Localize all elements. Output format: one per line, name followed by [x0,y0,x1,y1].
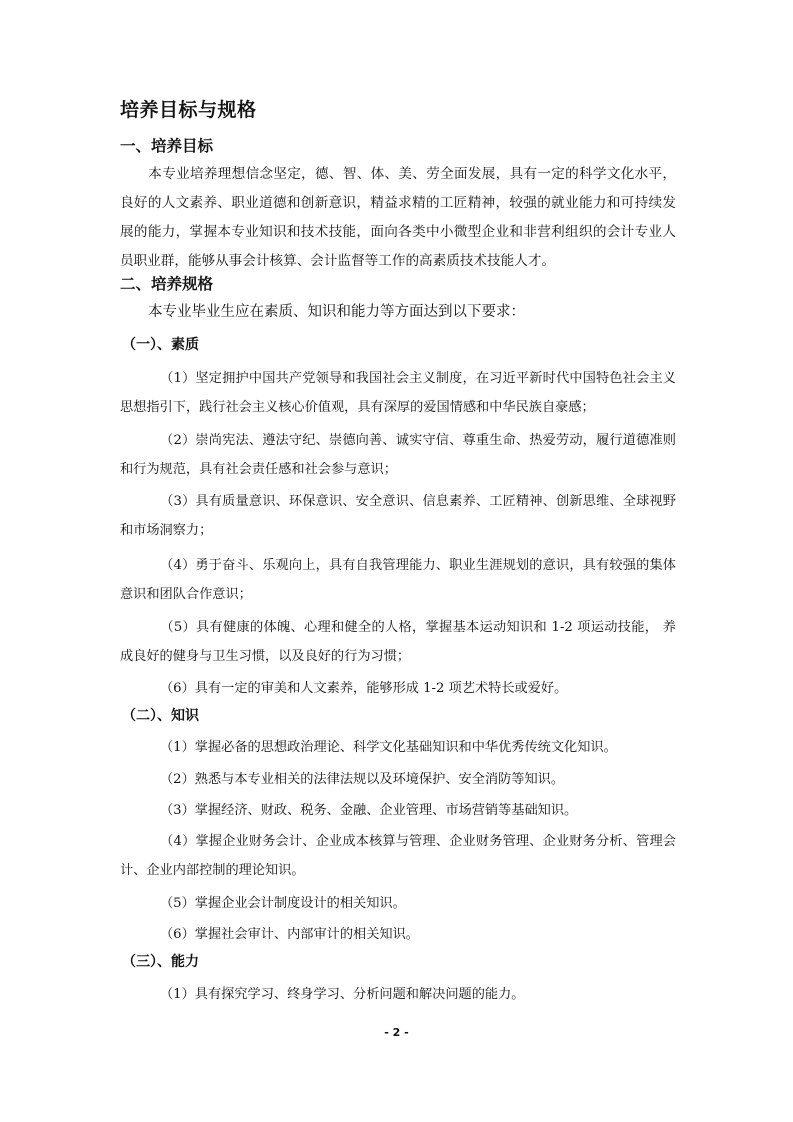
knowledge-item-text: （6）掌握社会审计、内部审计的相关知识。 [160,927,419,942]
quality-item-1 [120,364,676,422]
quality-item-text: （2）崇尚宪法、遵法守纪、崇德向善、诚实守信、尊重生命、热爱劳动，履行道德准则和行为规范，具有社会责任感和社会参与意识； [120,433,676,477]
quality-item-text: （4）勇于奋斗、乐观向上，具有自我管理能力、职业生涯规划的意识，具有较强的集体意识和团队合作意识； [120,558,676,602]
knowledge-item-1 [120,733,676,762]
subsection-heading-ability: （三）、能力 [122,954,199,970]
knowledge-item-text: （4）掌握企业财务会计、企业成本核算与管理、企业财务管理、企业财务分析、管理会计、企业内部控制的理论知识。 [120,834,676,878]
ability-item-1 [120,980,676,1009]
quality-item-5 [120,613,676,671]
quality-item-text: （3）具有质量意识、环保意识、安全意识、信息素养、工匠精神、创新思维、全球视野和市场洞察力； [120,494,676,538]
knowledge-item-text: （3）掌握经济、财政、税务、金融、企业管理、市场营销等基础知识。 [160,803,578,818]
training-spec-intro-text: 本专业毕业生应在素质、知识和能力等方面达到以下要求： [148,304,525,320]
quality-item-6 [120,674,676,703]
quality-item-text: （5）具有健康的体魄、心理和健全的人格，掌握基本运动知识和 1-2 项运动技能， 养成良好的健身与卫生习惯，以及良好的行为习惯； [120,620,676,664]
knowledge-item-text: （2）熟悉与本专业相关的法律法规以及环境保护、安全消防等知识。 [160,772,565,787]
quality-item-text: （1）坚定拥护中国共产党领导和我国社会主义制度，在习近平新时代中国特色社会主义思想指引下，践行社会主义核心价值观，具有深厚的爱国情感和中华民族自豪感； [120,371,676,415]
subsection-heading-knowledge: （二）、知识 [122,708,199,724]
training-goal-paragraph [120,160,676,276]
section-heading-training-spec: 二、培养规格 [120,275,214,293]
knowledge-item-5 [120,889,676,918]
subsection-heading-quality: （一）、素质 [122,337,199,353]
training-spec-intro [120,298,676,327]
page-title: 培养目标与规格 [120,99,257,121]
quality-item-4 [120,551,676,609]
knowledge-item-4 [120,827,676,885]
knowledge-item-text: （5）掌握企业会计制度设计的相关知识。 [160,896,406,911]
page-number: - 2 - [384,1026,409,1039]
quality-item-text: （6）具有一定的审美和人文素养，能够形成 1-2 项艺术特长或爱好。 [160,681,568,696]
knowledge-item-3 [120,796,676,825]
knowledge-item-2 [120,765,676,794]
quality-item-3 [120,487,676,545]
ability-item-text: （1）具有探究学习、终身学习、分析问题和解决问题的能力。 [160,987,525,1002]
knowledge-item-text: （1）掌握必备的思想政治理论、科学文化基础知识和中华优秀传统文化知识。 [160,740,617,755]
knowledge-item-6 [120,920,676,949]
section-heading-training-goal: 一、培养目标 [120,137,214,155]
quality-item-2 [120,426,676,484]
training-goal-text: 本专业培养理想信念坚定，德、智、体、美、劳全面发展，具有一定的科学文化水平，良好的人文素养、职业道德和创新意识，精益求精的工匠精神，较强的就业能力和可持续发展的能力，掌握本专业知识和技术技能，面向各类中小微型企业和非营利组织的会计专业人员职业群，能够从事会计核算、会计监督等工作的高素质技术技能人才。 [120,166,676,269]
